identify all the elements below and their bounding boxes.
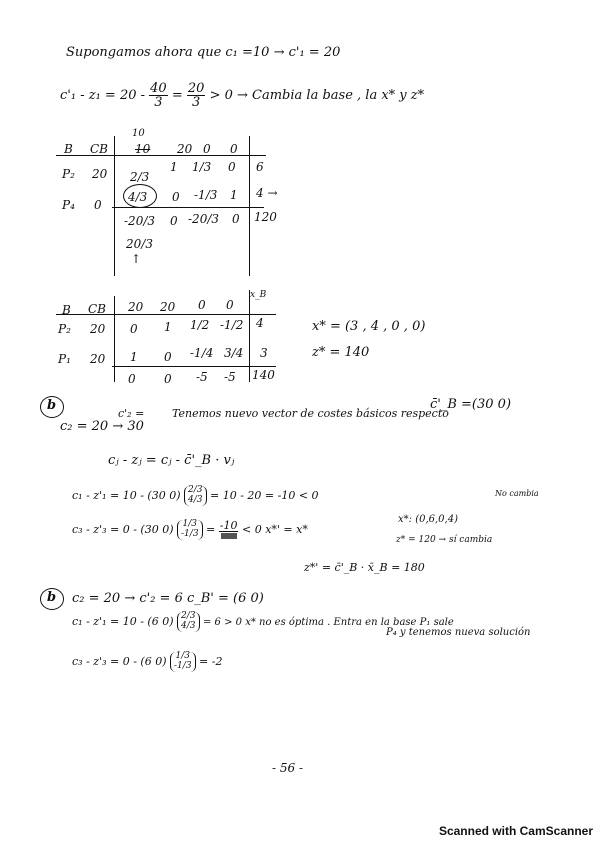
- t2-solution-x: x* = (3 , 4 , 0 , 0): [312, 319, 426, 334]
- reduced-cost-rhs: > 0 → Cambia la base , la x* y z*: [209, 88, 425, 103]
- fraction-40-3: $\frac{40}{3}$: [150, 81, 167, 110]
- t1-new-cost: 10: [132, 128, 145, 139]
- b2-row1-vector: 2/3 4/3: [177, 612, 199, 632]
- b2-row1: c₁ - z'₁ = 10 - (6 0) 2/3 4/3 = 6 > 0 x* no es óptima . Entra en la base P₁ sale: [72, 611, 454, 631]
- b1-cost-change: c₂ = 20 → 30: [60, 419, 144, 434]
- t1-struck-cost: 10: [135, 142, 151, 156]
- b1-text: Tenemos nuevo vector de costes básicos respecto: [172, 407, 449, 420]
- fraction-20-3: $\frac{20}{3}$: [187, 81, 205, 110]
- b1-new-z: z* = 120 → sí cambia: [396, 535, 493, 545]
- b1-row2-vector: 1/3 -1/3: [177, 520, 203, 540]
- b1-new-x: x*: (0,6,0,4): [398, 514, 458, 525]
- b2-row1-cont: P₄ y tenemos nueva solución: [386, 627, 531, 638]
- b1-cb-vector: c̄'_B =(30 0): [430, 397, 512, 412]
- b1-row1-vector: 2/3 4/3: [184, 486, 206, 506]
- reduced-cost-line: c'₁ - z₁ = 20 - $\frac{40}{3}$ = $\frac{20}{3}$ > 0 → Cambia la base , la x* y z*: [60, 81, 425, 110]
- reduced-cost-lhs: c'₁ - z₁ = 20 -: [60, 88, 146, 103]
- b1-row2: c₃ - z'₃ = 0 - (30 0) 1/3 -1/3 = -10 < 0 x*' = x*: [72, 519, 308, 539]
- b1-z-final: z*' = c̄'_B · x̄_B = 180: [304, 561, 425, 574]
- scanner-watermark: Scanned with CamScanner: [438, 824, 593, 838]
- b1-formula: cⱼ - zⱼ = cⱼ - c̄'_B · vⱼ: [108, 453, 235, 468]
- section-b-label: b: [47, 398, 57, 413]
- b1-nocambia: No cambia: [495, 489, 539, 498]
- pivot-value: 4/3: [128, 190, 148, 204]
- t2-solution-z: z* = 140: [312, 345, 370, 360]
- b2-row2-vector: 1/3 -1/3: [170, 652, 196, 672]
- intro-line: Supongamos ahora que c₁ =10 → c'₁ = 20: [66, 45, 341, 60]
- b1-row2-fraction: -10: [219, 520, 239, 539]
- b2-row2: c₃ - z'₃ = 0 - (6 0) 1/3 -1/3 = -2: [72, 651, 223, 671]
- page-number: - 56 -: [272, 761, 304, 775]
- b2-cost-change: c₂ = 20 → c'₂ = 6 c_B' = (6 0): [72, 591, 264, 606]
- b1-c2-prime: c'₂ =: [118, 407, 145, 420]
- entering-arrow-icon: ↑: [131, 252, 142, 266]
- section-b2-label: b: [47, 590, 57, 605]
- b1-row1: c₁ - z'₁ = 10 - (30 0) 2/3 4/3 = 10 - 20 = -10 < 0: [72, 485, 319, 505]
